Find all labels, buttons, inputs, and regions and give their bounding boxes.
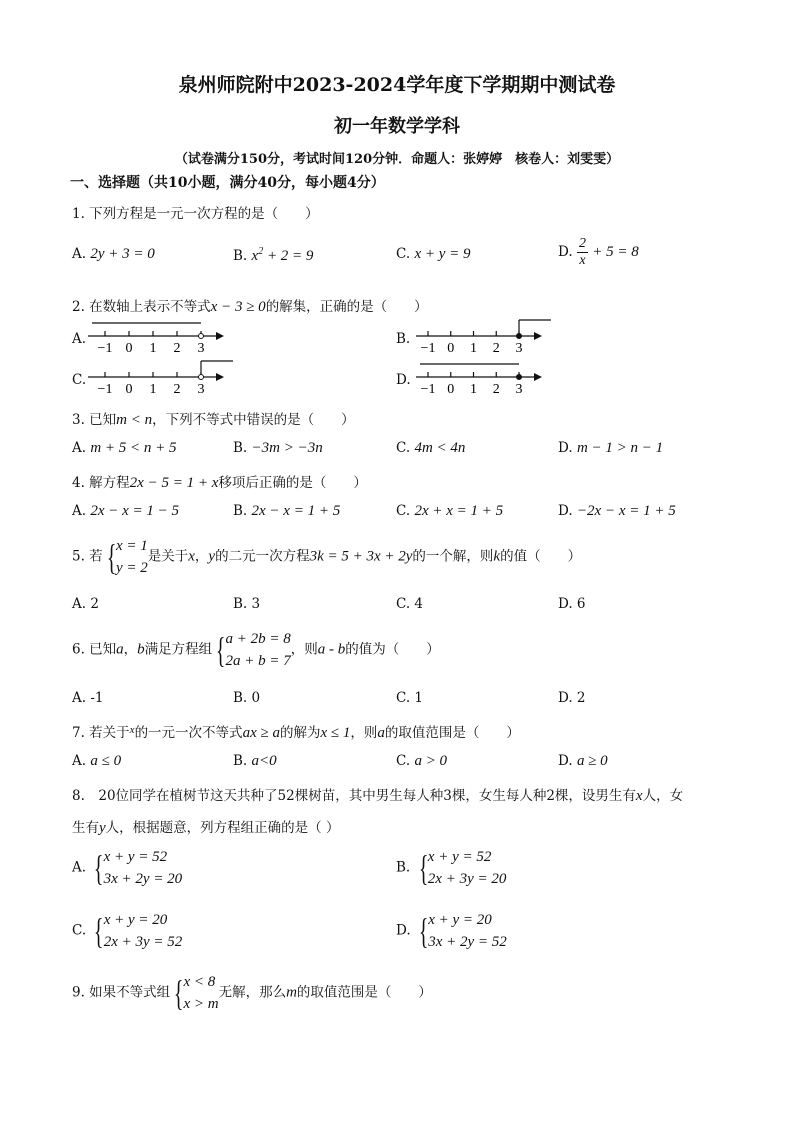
- endpoint-solid-dot: [517, 334, 522, 339]
- q2-label-d: D.: [396, 372, 411, 388]
- q3-option-b: B. −3m > −3n: [233, 440, 323, 456]
- tick-label: 2: [173, 341, 181, 356]
- q2-number-line-a: [88, 316, 228, 356]
- q2-label-a: A.: [72, 331, 87, 347]
- q2-number-line-d: [416, 357, 556, 397]
- q1-stem: 1. 下列方程是一元一次方程的是（ ）: [72, 206, 319, 222]
- q2-label-c: C.: [72, 372, 87, 388]
- q2-number-line-c: [88, 357, 238, 397]
- q5-option-a: A. 2: [72, 596, 99, 612]
- q4-stem: 4. 解方程2x − 5 = 1 + x移项后正确的是（ ）: [72, 475, 367, 491]
- tick-label: −1: [420, 382, 436, 397]
- q8-option-b: B. { x + y = 52 2x + 3y = 20: [396, 848, 507, 888]
- tick-label: −1: [97, 382, 113, 397]
- q7-option-d: D. a ≥ 0: [558, 753, 608, 769]
- q2-number-line-b: [416, 316, 556, 356]
- tick-label: −1: [420, 341, 436, 356]
- tick-label: 0: [447, 341, 455, 356]
- section-heading: 一、选择题（共10小题，满分40分，每小题4分）: [70, 175, 385, 191]
- q9-inequality-system: { x < 8 x > m: [174, 973, 219, 1013]
- axis-arrow: [216, 332, 224, 340]
- q3-stem: 3. 已知m < n，下列不等式中错误的是（ ）: [72, 412, 355, 428]
- q5-option-d: D. 6: [558, 596, 586, 612]
- q4-option-c: C. 2x + x = 1 + 5: [396, 503, 504, 519]
- q6-option-d: D. 2: [558, 690, 586, 706]
- exam-title: 泉州师院附中2023-2024学年度下学期期中测试卷: [178, 74, 616, 96]
- q7-stem: 7. 若关于$^x$的一元一次不等式ax ≥ a的解为x ≤ 1，则a的取值范围是（ ）: [72, 724, 520, 741]
- axis-arrow: [216, 373, 224, 381]
- q5-option-b: B. 3: [233, 596, 261, 612]
- q2-label-b: B.: [396, 331, 411, 347]
- exam-info: （试卷满分150分，考试时间120分钟．命题人：张婷婷 核卷人：刘雯雯）: [174, 152, 620, 167]
- q1-option-d: D. $\frac{2}{x}$ + 5 = 8: [558, 236, 639, 268]
- endpoint-open-circle: [199, 375, 204, 380]
- tick-label: −1: [97, 341, 113, 356]
- q2-stem: 2. 在数轴上表示不等式x − 3 ≥ 0的解集，正确的是（ ）: [72, 299, 428, 315]
- tick-label: 2: [173, 382, 181, 397]
- tick-label: 1: [470, 341, 477, 356]
- tick-label: 3: [197, 341, 205, 356]
- q5-solution-system: { x = 1 y = 2: [106, 537, 148, 577]
- q3-option-c: C. 4m < 4n: [396, 440, 466, 456]
- q4-option-a: A. 2x − x = 1 − 5: [72, 503, 180, 519]
- tick-label: 2: [492, 382, 500, 397]
- q3-option-d: D. m − 1 > n − 1: [558, 440, 664, 456]
- axis-arrow: [534, 332, 542, 340]
- q8-option-c: C. { x + y = 20 2x + 3y = 52: [72, 911, 183, 951]
- q5-option-c: C. 4: [396, 596, 424, 612]
- q6-option-b: B. 0: [233, 690, 261, 706]
- tick-label: 0: [447, 382, 455, 397]
- q7-option-a: A. a ≤ 0: [72, 753, 122, 769]
- q3-option-a: A. m + 5 < n + 5: [72, 440, 177, 456]
- tick-label: 1: [149, 382, 157, 397]
- q6-option-c: C. 1: [396, 690, 424, 706]
- exam-subtitle: 初一年数学学科: [334, 116, 460, 137]
- q5-stem: 5. 若 { x = 1 y = 2 是关于x，y的二元一次方程3k = 5 + 3x + 2y的一个解，则k的值（ ）: [72, 537, 582, 577]
- tick-label: 1: [470, 382, 477, 397]
- tick-label: 1: [149, 341, 157, 356]
- axis-arrow: [534, 373, 542, 381]
- q6-stem: 6. 已知a，b满足方程组 { a + 2b = 8 2a + b = 7 ，则a - b的值为（ ）: [72, 630, 440, 670]
- tick-label: 3: [515, 341, 523, 356]
- tick-label: 3: [197, 382, 205, 397]
- tick-label: 0: [125, 341, 133, 356]
- tick-label: 0: [125, 382, 133, 397]
- q8-option-a: A. { x + y = 52 3x + 2y = 20: [72, 848, 183, 888]
- q1-option-a: A. 2y + 3 = 0: [72, 246, 155, 262]
- q6-equation-system: { a + 2b = 8 2a + b = 7: [216, 630, 291, 670]
- q9-stem: 9. 如果不等式组 { x < 8 x > m 无解，那么m的取值范围是（ ）: [72, 973, 432, 1013]
- q1-option-b: B. $x^2 + 2 = 9$: [233, 246, 314, 264]
- q6-option-a: A. ‐1: [72, 690, 104, 706]
- q7-option-b: B. a<0: [233, 753, 277, 769]
- tick-label: 2: [492, 341, 500, 356]
- q8-option-d: D. { x + y = 20 3x + 2y = 52: [396, 911, 507, 951]
- endpoint-open-circle: [199, 334, 204, 339]
- q4-option-d: D. −2x − x = 1 + 5: [558, 503, 676, 519]
- q4-option-b: B. 2x − x = 1 + 5: [233, 503, 341, 519]
- tick-label: 3: [515, 382, 523, 397]
- endpoint-solid-dot: [517, 375, 522, 380]
- q8-stem-line2: 生有y人，根据题意，列方程组正确的是（ ）: [72, 820, 340, 836]
- q1-option-c: C. x + y = 9: [396, 246, 471, 262]
- q7-option-c: C. a > 0: [396, 753, 448, 769]
- q8-stem-line1: 8. 20位同学在植树节这天共种了52棵树苗，其中男生每人种3棵，女生每人种2棵，设男生有x人，女: [72, 788, 684, 804]
